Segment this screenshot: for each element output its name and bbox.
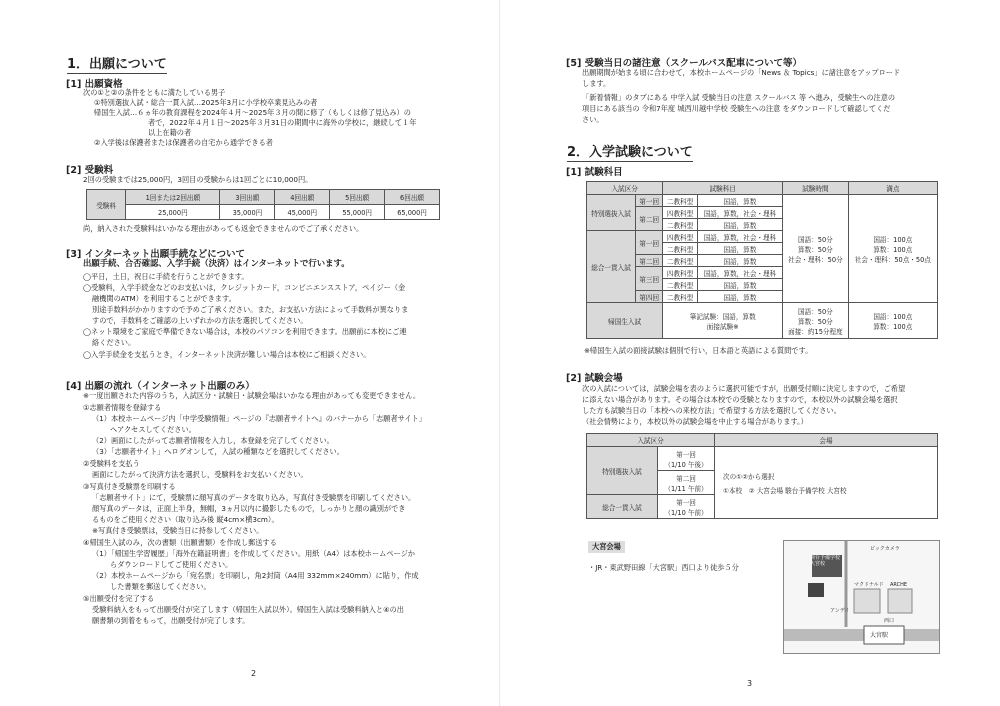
subjects-header: 入試区分 bbox=[587, 182, 663, 195]
subjects-cell: 国語，算数 bbox=[697, 255, 782, 267]
text-line: （2）本校ホームページから「宛名票」を印刷し，角2封筒（A4用 332mm×240mm）に貼り，作成 bbox=[92, 571, 419, 580]
fee-note: 尚，納入された受験料はいかなる理由があっても返金できませんのでご了承ください。 bbox=[83, 224, 364, 233]
type-cell: 二教科型 bbox=[663, 219, 698, 231]
fee-table-label: 受験料 bbox=[87, 190, 126, 220]
internet-bold-line: 出願手続、合否確認、入学手続（決済）はインターネットで行います。 bbox=[83, 258, 350, 268]
fee-header: 4回出願 bbox=[275, 190, 330, 205]
map-drawing bbox=[784, 541, 939, 653]
text-line: 者で，2022年４月１日～2025年３月31日の期間中に海外の学校に，継続して１年 bbox=[148, 118, 417, 127]
section-title-application: 1．出願について bbox=[67, 53, 167, 74]
fee-value: 55,000円 bbox=[330, 205, 385, 220]
map-label: アンデイ bbox=[830, 608, 850, 614]
text-line: 願書類の到着をもって，出願受付が完了します。 bbox=[92, 616, 250, 625]
text-line: ②受験料を支払う bbox=[83, 459, 140, 468]
text-line: らダウンロードしてご使用ください。 bbox=[110, 560, 233, 569]
round-cell: 第一回 （1/10 午前） bbox=[658, 495, 715, 519]
text-line: 受験料納入をもって出願受付が完了します（帰国生入試以外）。帰国生入試は受験料納入と④の出 bbox=[92, 605, 404, 614]
text-line: （1）「帰国生学習履歴」「海外在籍証明書」を作成してください。用紙（A4）は本校ホームページか bbox=[92, 549, 415, 558]
text-line: ①志願者情報を登録する bbox=[83, 403, 162, 412]
subjects-cell: 国語，算数，社会・理科 bbox=[697, 267, 782, 279]
subjects-cell: 筆記試験：国語，算数 面接試験※ bbox=[663, 303, 783, 339]
text-line: ④帰国生入試のみ，次の書類（出願書類）を作成し郵送する bbox=[83, 538, 277, 547]
fee-value: 25,000円 bbox=[126, 205, 220, 220]
type-cell: 二教科型 bbox=[663, 243, 698, 255]
text-line: に添えない場合があります。その場合は本校での受験となりますので，本校以外の試験会場を選択 bbox=[582, 395, 898, 404]
text-line: ※写真付き受験票は，受験当日に持参してください。 bbox=[92, 526, 264, 535]
text-line: （社会情勢により，本校以外の試験会場を中止する場合があります。） bbox=[582, 417, 808, 426]
venue-header: 会場 bbox=[715, 434, 938, 447]
text-line: した方も試験当日の「本校への来校方法」で希望する方法を選択してください。 bbox=[582, 406, 841, 415]
round-cell: 第二回 （1/11 午前） bbox=[658, 471, 715, 495]
subjects-header: 試験科目 bbox=[663, 182, 783, 195]
subjects-header: 満点 bbox=[848, 182, 937, 195]
round-cell: 第一回 bbox=[636, 231, 663, 255]
fee-heading: [2] 受験料 bbox=[66, 165, 114, 176]
group-cell: 特別選抜入試 bbox=[587, 447, 658, 495]
time-cell: 国語：50分 算数：50分 社会・理科：50分 bbox=[783, 195, 849, 303]
omiya-access: ・JR・東武野田線「大宮駅」西口より徒歩５分 bbox=[588, 563, 739, 572]
score-cell: 国語：100点 算数：100点 bbox=[848, 303, 937, 339]
text-line: ◯入学手続金を支払うとき，インターネット決済が難しい場合は本校にご相談ください。 bbox=[83, 350, 371, 359]
eligibility-heading: [1] 出願資格 bbox=[66, 79, 123, 90]
text-line: 顔写真のデータは，正面上半身，無帽，3ヵ月以内に撮影したもので，しっかりと顔の識別ができ bbox=[92, 504, 406, 513]
subjects-cell: 国語，算数，社会・理科 bbox=[697, 207, 782, 219]
subjects-heading: [1] 試験科目 bbox=[566, 167, 623, 178]
section-title-exam: 2．入学試験について bbox=[567, 141, 693, 162]
building-icon bbox=[854, 589, 880, 613]
type-cell: 二教科型 bbox=[663, 291, 698, 303]
venue-choice-cell bbox=[715, 447, 938, 519]
text-line: へアクセスしてください。 bbox=[110, 425, 196, 434]
round-cell: 第一回 （1/10 午後） bbox=[658, 447, 715, 471]
venue-line: ①本校 ② 大宮会場 駿台予備学校 大宮校 bbox=[723, 486, 847, 495]
fee-header: 1回または2回出願 bbox=[126, 190, 220, 205]
subjects-cell: 国語，算数 bbox=[697, 219, 782, 231]
access-map bbox=[783, 540, 940, 654]
subjects-cell: 国語，算数，社会・理科 bbox=[697, 231, 782, 243]
text-line: さい。 bbox=[582, 115, 604, 124]
text-line: ※一度出願された内容のうち，入試区分・試験日・試験会場はいかなる理由があっても変更できません。 bbox=[83, 391, 421, 400]
text-line: 別途手数料がかかりますので予めご了承ください。また，お支払い方法によって手数料が異なりま bbox=[92, 305, 409, 314]
building-icon bbox=[888, 589, 912, 613]
type-cell: 二教科型 bbox=[663, 255, 698, 267]
fee-value: 35,000円 bbox=[220, 205, 275, 220]
venue-line: 次の①②から選択 bbox=[723, 472, 775, 481]
map-label: ARCHE bbox=[890, 582, 908, 588]
score-cell: 国語：100点 算数：100点 社会・理科：50点・50点 bbox=[848, 195, 937, 303]
text-line: ◯ネット環境をご家庭で準備できない場合は，本校のパソコンを利用できます。出願前に本校にご連 bbox=[83, 327, 407, 336]
building-icon bbox=[808, 583, 824, 597]
text-line: 次の①と②の条件をともに満たしている男子 bbox=[83, 88, 226, 97]
subjects-header: 試験時間 bbox=[783, 182, 849, 195]
round-cell: 第四回 bbox=[636, 291, 663, 303]
map-label-station: 大宮駅 bbox=[870, 632, 889, 639]
text-line: ◯受験料，入学手続金などのお支払いは，クレジットカード，コンビニエンスストア，ペイジー（金 bbox=[83, 283, 406, 292]
time-cell: 国語：50分 算数：50分 面接：約15分程度 bbox=[783, 303, 849, 339]
railway-icon bbox=[784, 629, 939, 641]
round-cell: 第二回 bbox=[636, 207, 663, 231]
group-cell: 総合一貫入試 bbox=[587, 231, 636, 303]
venue-table bbox=[586, 433, 938, 519]
subjects-table bbox=[586, 181, 938, 339]
text-line: 絡ください。 bbox=[92, 338, 136, 347]
type-cell: 四教科型 bbox=[663, 231, 698, 243]
text-line: ◯平日，土日，祝日に手続を行うことができます。 bbox=[83, 272, 249, 281]
fee-header: 5回出願 bbox=[330, 190, 385, 205]
type-cell: 四教科型 bbox=[663, 267, 698, 279]
page-number: 2 bbox=[251, 669, 257, 678]
type-cell: 四教科型 bbox=[663, 207, 698, 219]
text-line: ③写真付き受験票を印刷する bbox=[83, 482, 176, 491]
text-line: 出願期間が始まる頃に合わせて，本校ホームページの「News ＆ Topics」に諸注意をアップロード bbox=[582, 68, 901, 77]
fee-table bbox=[86, 189, 440, 220]
text-line: 「新着情報」のタブにある 中学入試 受験当日の注意 スクールバス 等 へ進み，受験生への注意の bbox=[582, 93, 896, 102]
round-cell: 第二回 bbox=[636, 255, 663, 267]
text-line: （1）本校ホームページ内「中学受験情報」ページの『志願者サイトへ』のバナーから「志願者サイト」 bbox=[92, 414, 426, 423]
text-line: します。 bbox=[582, 79, 611, 88]
fee-value: 45,000円 bbox=[275, 205, 330, 220]
text-line: 次の入試については，試験会場を表のように選択可能ですが，出願受付順に決定しますので，ご希望 bbox=[582, 384, 906, 393]
subjects-cell: 国語，算数 bbox=[697, 243, 782, 255]
round-cell: 第一回 bbox=[636, 195, 663, 207]
subjects-cell: 国語，算数 bbox=[697, 195, 782, 207]
venue-header: 入試区分 bbox=[587, 434, 715, 447]
flow-heading: [4] 出願の流れ（インターネット出願のみ） bbox=[66, 381, 255, 392]
round-cell: 第三回 bbox=[636, 267, 663, 291]
map-label: ビックカメラ bbox=[870, 546, 900, 552]
text-line: 「志願者サイト」にて，受験票に顔写真のデータを取り込み，写真付き受験票を印刷してください。 bbox=[92, 493, 416, 502]
fee-value: 65,000円 bbox=[385, 205, 440, 220]
subjects-note: ※帰国生入試の面接試験は個別で行い，日本語と英語による質問です。 bbox=[584, 346, 813, 355]
map-label-school: 駿台予備学校 大宮校 bbox=[810, 555, 841, 567]
map-label: マクドナルド bbox=[854, 582, 884, 588]
type-cell: 二教科型 bbox=[663, 279, 698, 291]
group-cell: 総合一貫入試 bbox=[587, 495, 658, 519]
fee-header: 3回出願 bbox=[220, 190, 275, 205]
text-line: した書類を郵送してください。 bbox=[110, 582, 211, 591]
text-line: ①特別選抜入試・総合一貫入試…2025年3月に小学校卒業見込みの者 bbox=[94, 98, 318, 107]
text-line: （2）画面にしたがって志願者情報を入力し，本登録を完了してください。 bbox=[92, 436, 334, 445]
fee-header: 6回出願 bbox=[385, 190, 440, 205]
text-line: るものをご使用ください（取り込み後 縦4cm×横3cm）。 bbox=[92, 515, 279, 524]
text-line: 融機関のATM）を利用することができます。 bbox=[92, 294, 236, 303]
type-cell: 二教科型 bbox=[663, 195, 698, 207]
text-line: （3）「志願者サイト」へログオンして，入試の種類などを選択してください。 bbox=[92, 447, 344, 456]
map-label: 西口 bbox=[884, 618, 895, 624]
omiya-label: 大宮会場 bbox=[588, 541, 625, 553]
page-number: 3 bbox=[747, 679, 753, 688]
subjects-cell: 国語，算数 bbox=[697, 291, 782, 303]
subjects-cell: 国語，算数 bbox=[697, 279, 782, 291]
text-line: ②入学後は保護者または保護者の自宅から通学できる者 bbox=[94, 138, 273, 147]
group-cell: 特別選抜入試 bbox=[587, 195, 636, 231]
group-cell: 帰国生入試 bbox=[587, 303, 663, 339]
venue-heading: [2] 試験会場 bbox=[566, 373, 623, 384]
text-line: 帰国生入試…６ヵ年の教育課程を2024年４月～2025年３月の間に修了（もしくは修了見込み）の bbox=[94, 108, 411, 117]
text-line: すので，手数料をご確認の上いずれかの方法を選択してください。 bbox=[92, 316, 308, 325]
internet-heading: [3] インターネット出願手続などについて bbox=[66, 249, 246, 260]
text-line: 項目にある該当の 令和7年度 城西川越中学校 受験生への注意 をダウンロードして確認してくだ bbox=[582, 104, 891, 113]
text-line: 2回の受験までは25,000円，3回目の受験からは1回ごとに10,000円。 bbox=[83, 175, 313, 184]
text-line: ⑤出願受付を完了する bbox=[83, 594, 155, 603]
text-line: 画面にしたがって決済方法を選択し，受験料をお支払いください。 bbox=[92, 470, 308, 479]
exam-day-heading: [5] 受験当日の諸注意（スクールバス配車について等） bbox=[566, 58, 803, 69]
text-line: 以上在籍の者 bbox=[148, 128, 192, 137]
